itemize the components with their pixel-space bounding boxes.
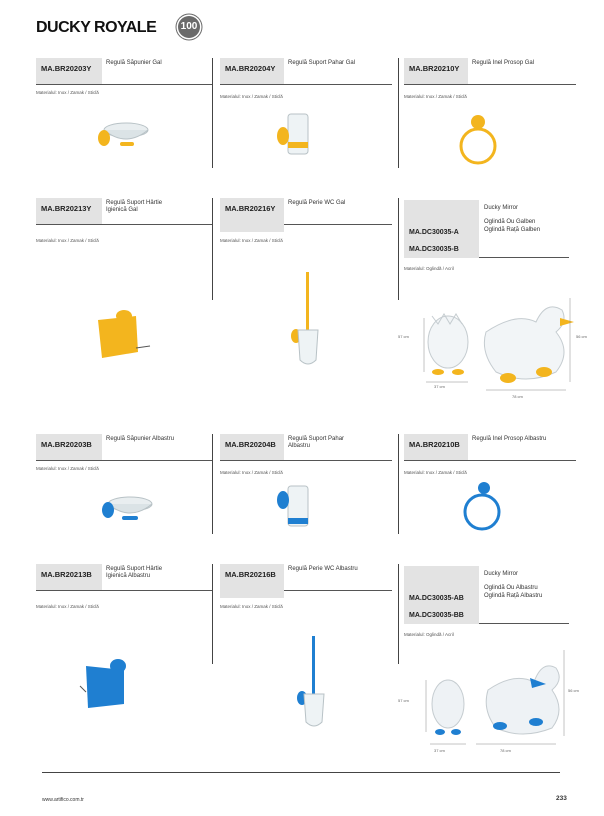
mirror-code-b: MA.DC30035-B	[409, 246, 459, 253]
mirror-desc-b: Oglindă Rață Albastru	[484, 593, 543, 599]
mirror-spec: Materialul: Oglindă / Acril	[404, 266, 454, 271]
product-desc: Regulă Inel Prosop Albastru	[472, 436, 547, 442]
tumbler-blue-image	[274, 482, 314, 532]
duck-mirrors-blue-image	[396, 650, 602, 756]
product-desc: Regulă Suport Hârtie Igienică Gal	[106, 200, 163, 213]
product-code: MA.BR20216B	[220, 564, 284, 598]
product-code: MA.BR20216Y	[220, 198, 284, 232]
mirror-dim-b-width: 78 cm	[500, 748, 511, 753]
mirror-spec: Materialul: Oglindă / Acril	[404, 632, 454, 637]
toilet-brush-blue-image	[294, 636, 334, 732]
product-desc: Regulă Perie WC Gal	[288, 200, 346, 206]
divider	[212, 58, 213, 168]
divider	[398, 564, 399, 664]
mirror-dim-a-width: 37 cm	[434, 748, 445, 753]
product-code: MA.BR20203Y	[36, 58, 102, 84]
towel-ring-yellow-image	[456, 112, 500, 172]
product-code: MA.BR20210Y	[404, 58, 468, 84]
mirror-code-b: MA.DC30035-BB	[409, 612, 464, 619]
product-spec: Materialul: Inox / Zamak / Sticlă	[36, 604, 99, 609]
product-spec: Materialul: Inox / Zamak / Sticlă	[404, 470, 467, 475]
mirror-blue-header	[404, 566, 569, 624]
footer-divider	[42, 772, 560, 773]
divider	[212, 198, 213, 300]
product-desc: Regulă Suport Pahar Gal	[288, 60, 356, 66]
product-desc: Regulă Suport Pahar Albastru	[288, 436, 345, 449]
mirror-descs	[479, 200, 569, 258]
soap-dish-blue-image	[96, 490, 156, 526]
divider	[212, 434, 213, 534]
duck-mirrors-yellow-image	[396, 292, 602, 404]
divider	[398, 58, 399, 168]
product-code: MA.BR20204B	[220, 434, 284, 460]
product-code: MA.BR20204Y	[220, 58, 284, 84]
mirror-title: Ducky Mirror	[484, 205, 518, 211]
mirror-desc-a: Oglindă Ou Albastru	[484, 585, 538, 591]
mirror-dim-a-height: 57 cm	[398, 698, 409, 703]
footer-website: www.artifico.com.tr	[42, 797, 84, 803]
page-number: 233	[556, 795, 567, 802]
mirror-dim-b-height: 56 cm	[568, 688, 579, 693]
product-desc: Regulă Suport Hârtie Igienică Albastru	[106, 566, 163, 579]
mirror-dim-b-width: 78 cm	[512, 394, 523, 399]
toilet-brush-yellow-image	[288, 272, 328, 372]
divider	[398, 198, 399, 300]
mirror-title: Ducky Mirror	[484, 571, 518, 577]
divider	[398, 434, 399, 534]
product-code: MA.BR20213B	[36, 564, 102, 590]
mirror-desc-b: Oglindă Rață Galben	[484, 227, 541, 233]
brand-title: DUCKY ROYALE	[36, 19, 157, 36]
towel-ring-blue-image	[460, 480, 504, 540]
mirror-codes	[404, 566, 479, 624]
product-spec: Materialul: Inox / Zamak / Sticlă	[220, 238, 283, 243]
mirror-desc-a: Oglindă Ou Galben	[484, 219, 536, 225]
page-badge: 100	[178, 16, 200, 38]
paper-holder-yellow-image	[92, 306, 156, 362]
product-spec: Materialul: Inox / Zamak / Sticlă	[220, 604, 283, 609]
divider	[212, 564, 213, 664]
product-spec: Materialul: Inox / Zamak / Sticlă	[36, 466, 99, 471]
product-desc: Regulă Săpunier Albastru	[106, 436, 175, 442]
paper-holder-blue-image	[76, 656, 140, 712]
mirror-dim-a-width: 37 cm	[434, 384, 445, 389]
mirror-code-a: MA.DC30035-AB	[409, 595, 464, 602]
product-code: MA.BR20210B	[404, 434, 468, 460]
mirror-yellow-header	[404, 200, 569, 258]
product-spec: Materialul: Inox / Zamak / Sticlă	[220, 470, 283, 475]
soap-dish-yellow-image	[92, 118, 152, 154]
product-spec: Materialul: Inox / Zamak / Sticlă	[36, 90, 99, 95]
mirror-dim-b-height: 56 cm	[576, 334, 587, 339]
product-desc: Regulă Perie WC Albastru	[288, 566, 358, 572]
mirror-codes	[404, 200, 479, 258]
mirror-dim-a-height: 57 cm	[398, 334, 409, 339]
product-desc: Regulă Săpunier Gal	[106, 60, 162, 66]
product-code: MA.BR20213Y	[36, 198, 102, 224]
product-spec: Materialul: Inox / Zamak / Sticlă	[404, 94, 467, 99]
product-spec: Materialul: Inox / Zamak / Sticlă	[36, 238, 99, 243]
tumbler-yellow-image	[274, 110, 314, 160]
mirror-descs	[479, 566, 569, 624]
product-spec: Materialul: Inox / Zamak / Sticlă	[220, 94, 283, 99]
mirror-code-a: MA.DC30035-A	[409, 229, 459, 236]
product-desc: Regulă Inel Prosop Gal	[472, 60, 535, 66]
product-code: MA.BR20203B	[36, 434, 102, 460]
